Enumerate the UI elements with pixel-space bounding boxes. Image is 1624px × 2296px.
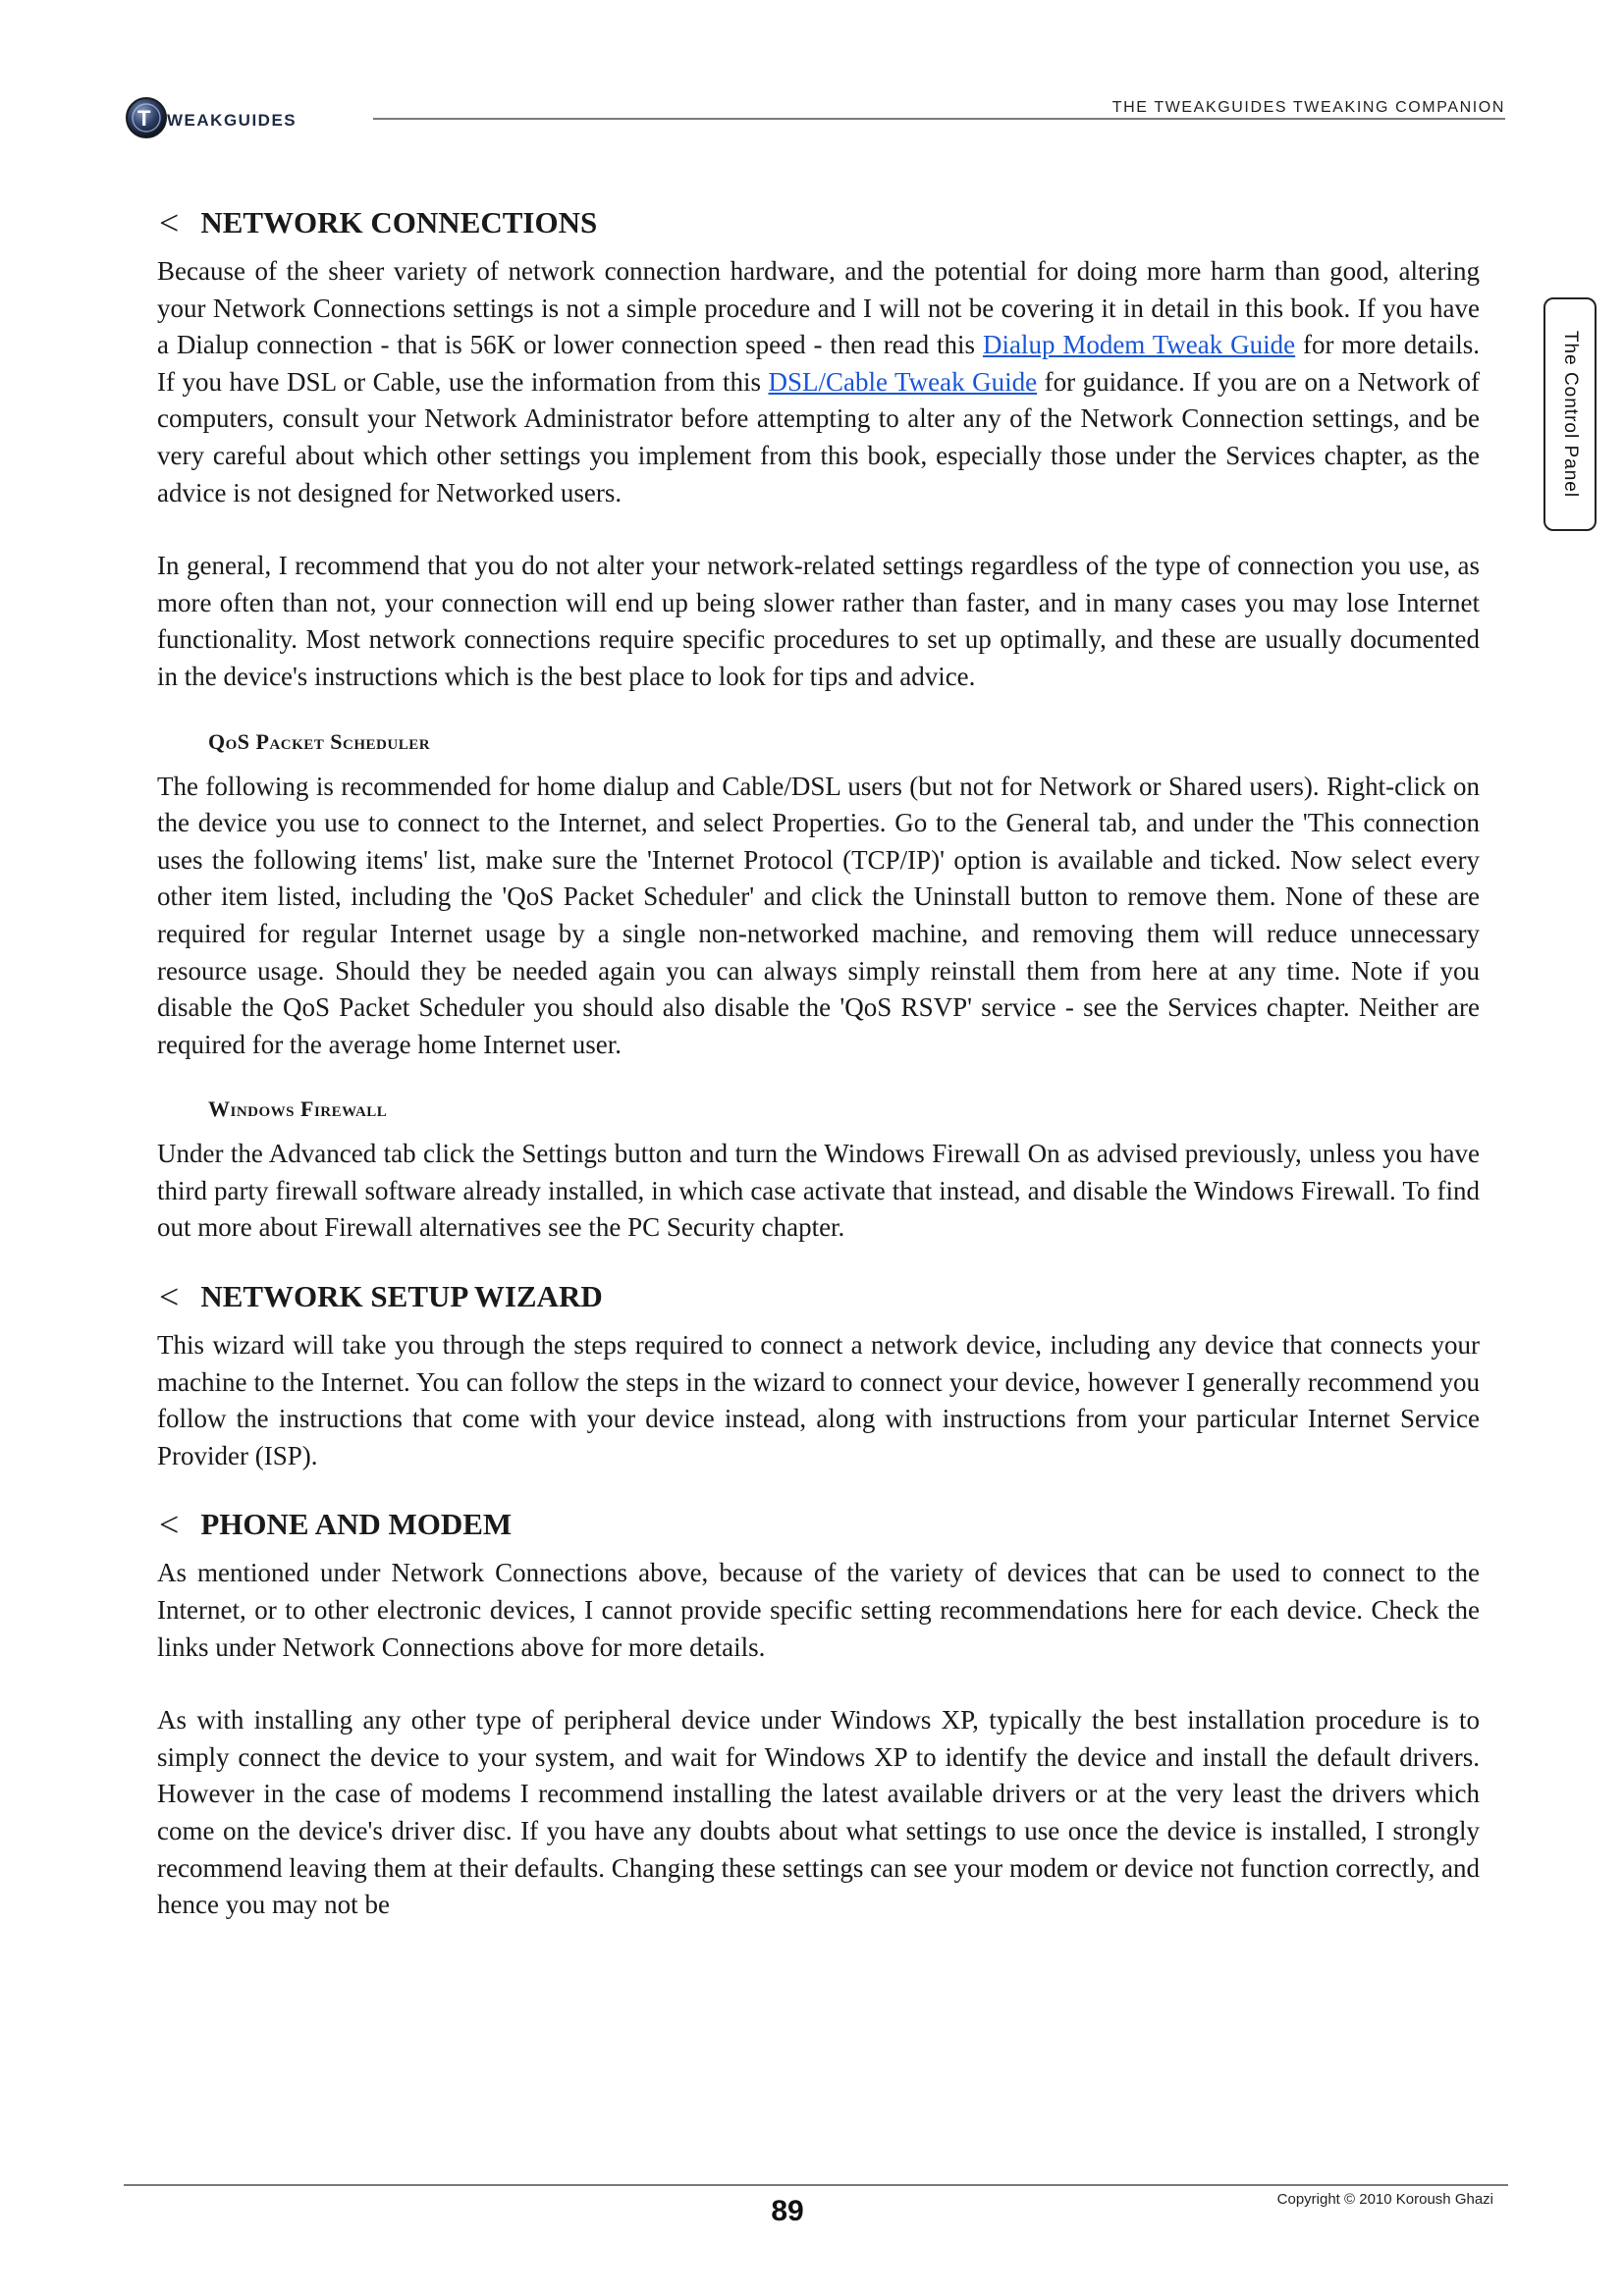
page-content <box>157 204 1480 1960</box>
section-heading-text: PHONE AND MODEM <box>200 1507 513 1542</box>
chevron-left-icon: < <box>159 203 180 242</box>
tweakguides-logo <box>124 94 359 141</box>
paragraph-qos: The following is recommended for home dialup and Cable/DSL users (but not for Network or Shared users). Right-click on the device you use to connect to the Internet, and select Properties. Go to the General tab, and under the 'This connection uses the following items' list, make sure the 'Internet Protocol (TCP/IP)' option is available and ticked. Now select every other item listed, including the 'QoS Packet Scheduler' and click the Uninstall button to remove them. None of these are required for regular Internet usage by a single non-networked machine, and removing them will reduce unnecessary resource usage. Should they be needed again you can always simply reinstall them from here at any time. Note if you disable the QoS Packet Scheduler you should also disable the 'QoS RSVP' service - see the Services chapter. Neither are required for the average home Internet user. <box>157 771 1480 1059</box>
subsection-heading-qos: QoS Packet Scheduler <box>208 728 431 754</box>
header-rule <box>373 118 1505 120</box>
paragraph-phone-and-modem-drivers: As with installing any other type of peripheral device under Windows XP, typically the best installation procedure is to simply connect the device to your system, and wait for Windows XP to identify the device and install the default drivers. However in the case of modems I recommend installing the latest available drivers or at the very least the drivers which come on the device's driver disc. If you have any doubts about what settings to use once the device is installed, I strongly recommend leaving them at their defaults. Changing these settings can see your modem or device not function correctly, and hence you may not be <box>157 1705 1480 1920</box>
chevron-left-icon: < <box>159 1505 180 1545</box>
svg-text:T: T <box>137 106 151 131</box>
section-heading-network-setup-wizard <box>157 1278 1480 1315</box>
chapter-side-tab-label: The Control Panel <box>1560 330 1581 499</box>
paragraph-network-connections-general: In general, I recommend that you do not alter your network-related settings regardless of the type of connection you use, as more often than not, your connection will end up being slower rather than faster, and in many cases you may lose Internet functionality. Most network connections require specific procedures to set up optimally, and these are usually documented in the device's instructions which is the best place to look for tips and advice. <box>157 551 1480 691</box>
chapter-side-tab <box>1543 297 1597 531</box>
svg-text:WEAKGUIDES: WEAKGUIDES <box>167 111 298 130</box>
copyright-notice: Copyright © 2010 Koroush Ghazi <box>1276 2191 1493 2208</box>
subsection-heading-firewall: Windows Firewall <box>208 1096 388 1122</box>
paragraph-network-setup-wizard: This wizard will take you through the steps required to connect a network device, including any device that connects your machine to the Internet. You can follow the steps in the wizard to connect your device, however I generally recommend you follow the instructions that come with your device instead, along with instructions from your particular Internet Service Provider (ISP). <box>157 1330 1480 1470</box>
paragraph-firewall: Under the Advanced tab click the Settings button and turn the Windows Firewall On as advised previously, unless you have third party firewall software already installed, in which case activate that instead, and disable the Windows Firewall. To find out more about Firewall alternatives see the PC Security chapter. <box>157 1139 1480 1243</box>
dialup-modem-tweak-guide-link[interactable]: Dialup Modem Tweak Guide <box>982 330 1296 360</box>
section-heading-network-connections <box>157 204 1480 241</box>
section-heading-text: NETWORK SETUP WIZARD <box>200 1279 603 1314</box>
paragraph-phone-and-modem-intro: As mentioned under Network Connections above, because of the variety of devices that can be used to connect to the Internet, or to other electronic devices, I cannot provide specific setting recommendations here for each device. Check the links under Network Connections above for more details. <box>157 1558 1480 1662</box>
header-title: THE TWEAKGUIDES TWEAKING COMPANION <box>1111 99 1505 116</box>
footer-rule <box>124 2184 1508 2186</box>
dsl-cable-tweak-guide-link[interactable]: DSL/Cable Tweak Guide <box>768 366 1038 397</box>
paragraph-text: for more details. If you have DSL or Cable, use the information from this <box>157 330 1480 397</box>
chevron-left-icon: < <box>159 1277 180 1317</box>
page-number: 89 <box>771 2195 804 2227</box>
paragraph-text: Because of the sheer variety of network connection hardware, and the potential for doing more harm than good, altering your Network Connections settings is not a simple procedure and I will not be covering it in detail in this book. If you have a Dialup connection - that is 56K or lower connection speed - then read this <box>157 256 1480 360</box>
paragraph-text: for guidance. If you are on a Network of computers, consult your Network Administrator before attempting to alter any of the Network Connection settings, and be very careful about which other settings you implement from this book, especially those under the Services chapter, as the advice is not designed for Networked users. <box>157 366 1481 507</box>
section-heading-text: NETWORK CONNECTIONS <box>200 205 598 240</box>
section-heading-phone-and-modem <box>157 1506 1480 1543</box>
paragraph-network-connections-intro <box>157 253 1480 511</box>
